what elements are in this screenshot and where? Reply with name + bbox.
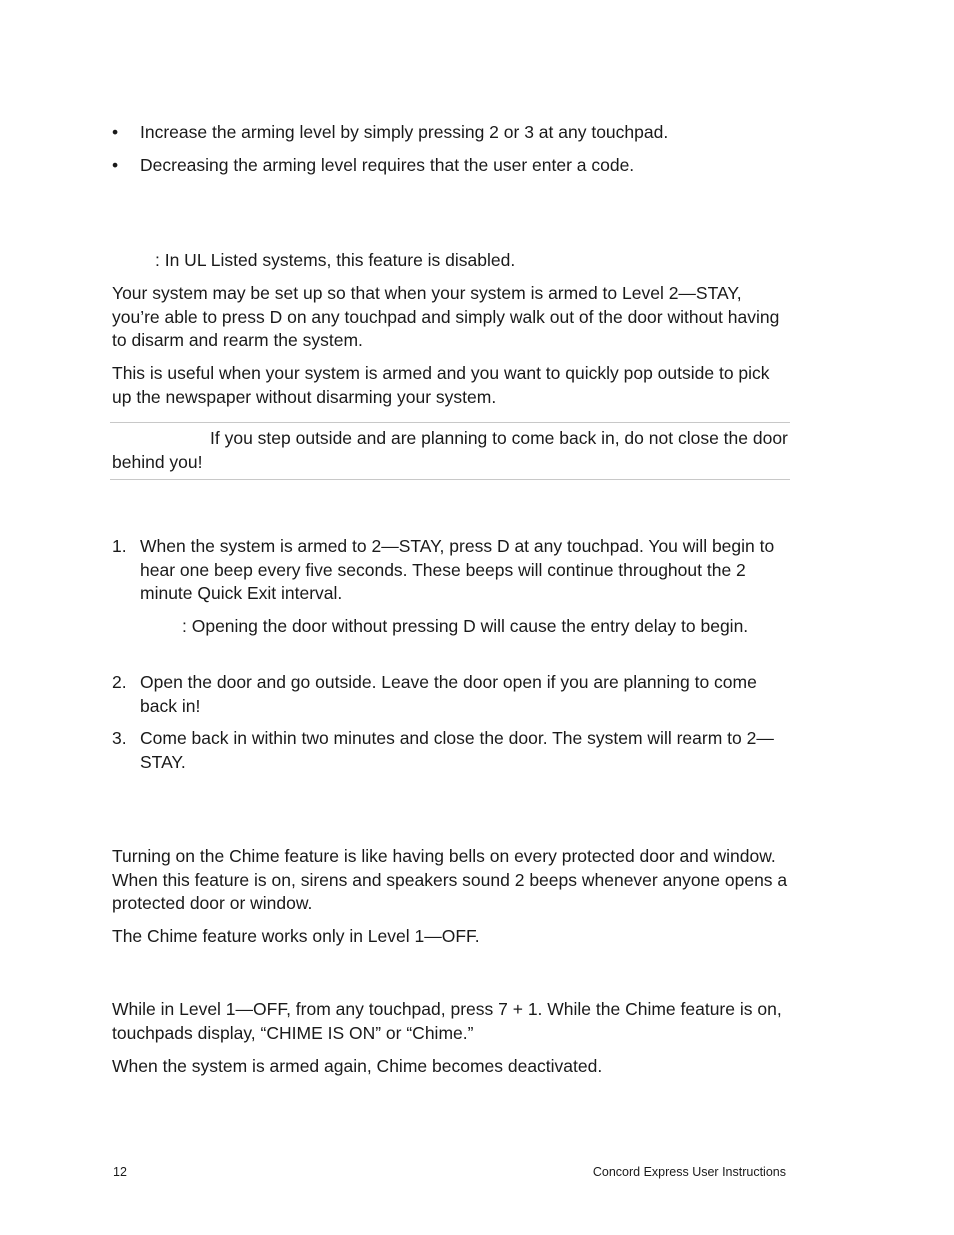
document-title: Concord Express User Instructions bbox=[592, 1165, 786, 1179]
chime-paragraph-4: When the system is armed again, Chime becomes deactivated. bbox=[112, 1056, 603, 1076]
step-number: 3. bbox=[112, 728, 127, 748]
bullet-symbol: • bbox=[112, 155, 119, 175]
bullet-symbol: • bbox=[112, 122, 119, 142]
quick-exit-paragraph-2: This is useful when your system is armed and you want to quickly pop outside to pick up the newspaper without disarming your system. bbox=[112, 363, 770, 407]
chime-paragraph-2: The Chime feature works only in Level 1—OFF. bbox=[112, 926, 480, 946]
step-number: 1. bbox=[112, 536, 127, 556]
step-1-note: : Opening the door without pressing D will cause the entry delay to begin. bbox=[182, 616, 749, 636]
bullet-text: Decreasing the arming level requires that the user enter a code. bbox=[140, 155, 635, 175]
page-number: 12 bbox=[113, 1165, 127, 1179]
step-text: Come back in within two minutes and close the door. The system will rearm to 2—STAY. bbox=[140, 728, 774, 772]
caution-top-rule bbox=[110, 422, 790, 423]
ul-listed-note: : In UL Listed systems, this feature is disabled. bbox=[155, 250, 516, 270]
bullet-text: Increase the arming level by simply pressing 2 or 3 at any touchpad. bbox=[140, 122, 669, 142]
chime-paragraph-3: While in Level 1—OFF, from any touchpad, press 7 + 1. While the Chime feature is on, touchpads display, “CHIME IS ON” or “Chime.” bbox=[112, 999, 782, 1043]
caution-note: If you step outside and are planning to come back in, do not close the door behind you! bbox=[112, 428, 788, 472]
caution-bottom-rule bbox=[110, 479, 790, 480]
step-text: When the system is armed to 2—STAY, press D at any touchpad. You will begin to hear one beep every five seconds. These beeps will continue throughout the 2 minute Quick Exit interval. bbox=[140, 536, 775, 603]
chime-paragraph-1: Turning on the Chime feature is like having bells on every protected door and window. When this feature is on, sirens and speakers sound 2 beeps whenever anyone opens a protected door or window. bbox=[112, 846, 788, 913]
step-text: Open the door and go outside. Leave the door open if you are planning to come back in! bbox=[140, 672, 757, 716]
quick-exit-paragraph-1: Your system may be set up so that when your system is armed to Level 2—STAY, you’re able to press D on any touchpad and simply walk out of the door without having to disarm and rearm the system. bbox=[112, 283, 780, 350]
step-number: 2. bbox=[112, 672, 127, 692]
